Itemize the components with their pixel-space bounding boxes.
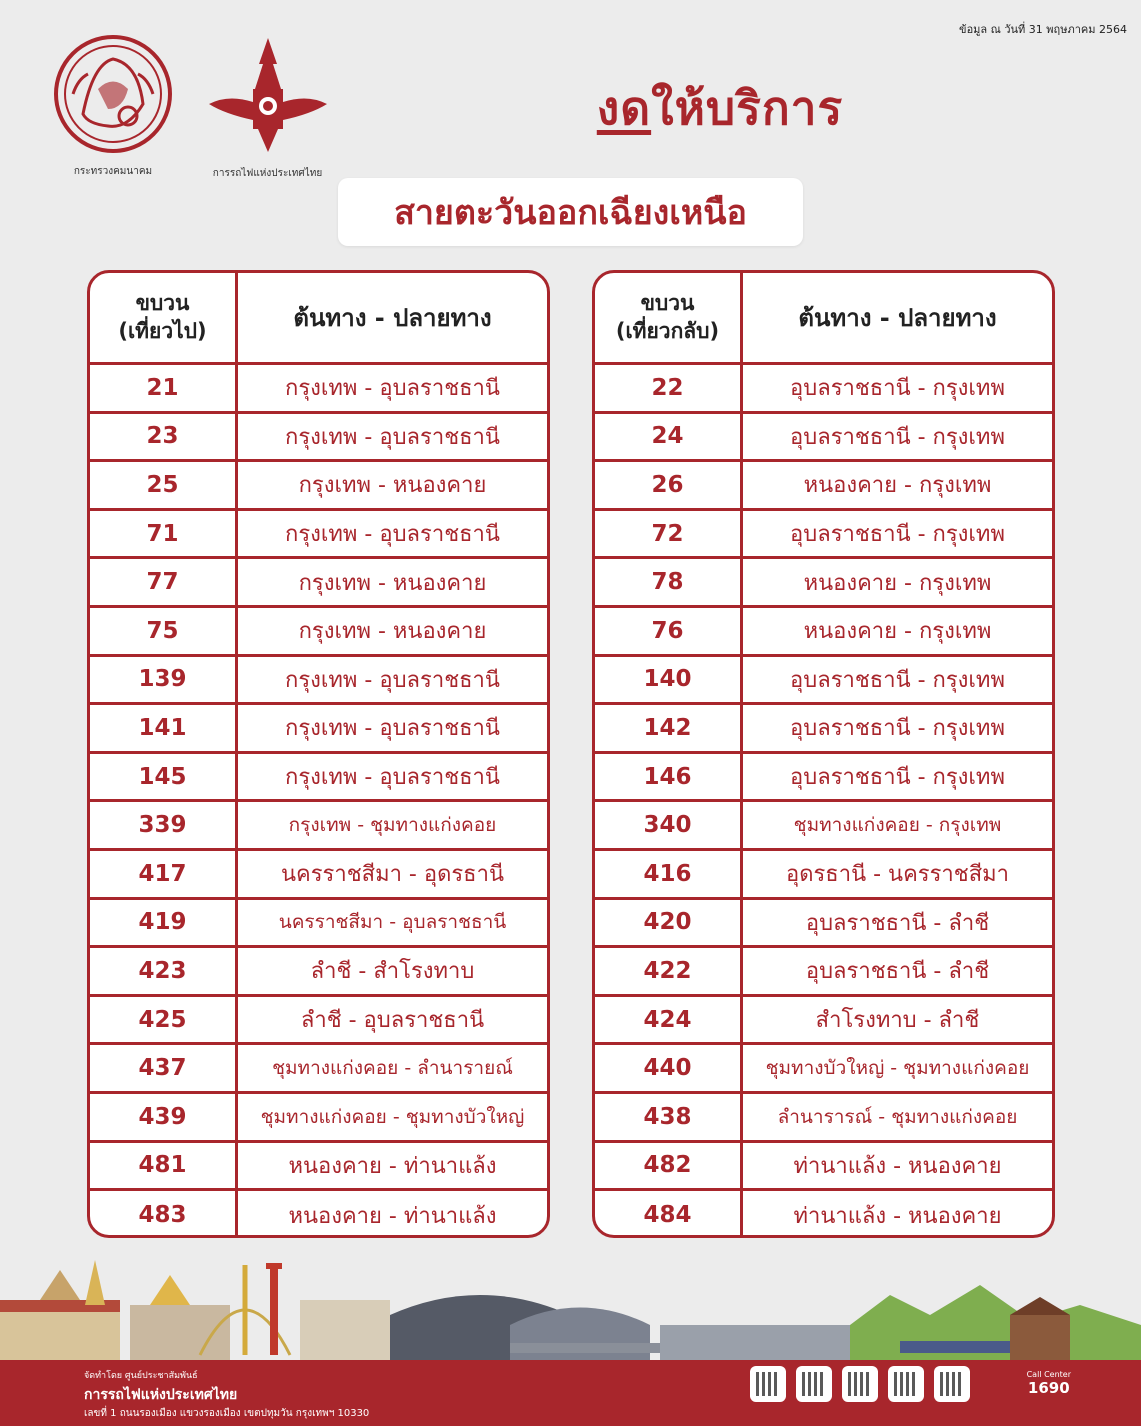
table-row <box>595 365 1052 414</box>
table-row <box>90 559 547 608</box>
return-table <box>592 270 1055 1238</box>
return-col-train <box>595 273 743 362</box>
call-center <box>1027 1370 1071 1397</box>
srt-logo <box>195 34 340 181</box>
table-row <box>90 365 547 414</box>
table-row <box>595 802 1052 851</box>
train-number: 21 <box>90 365 238 411</box>
table-row <box>90 802 547 851</box>
city-skyline-illustration <box>0 1255 1141 1360</box>
route-name: กรุงเทพ - หนองคาย <box>298 570 487 596</box>
train-number: 437 <box>90 1045 238 1091</box>
route-name: นครราชสีมา - อุดรธานี <box>280 862 505 888</box>
route-name: หนองคาย - ท่านาแล้ง <box>288 1203 497 1229</box>
route-name: อุบลราชธานี - กรุงเทพ <box>790 522 1005 548</box>
table-row <box>90 997 547 1046</box>
outbound-col-route: ต้นทาง - ปลายทาง <box>293 304 492 332</box>
route-name: ลำชี - สำโรงทาบ <box>310 959 475 985</box>
train-number: 78 <box>595 559 743 605</box>
table-row <box>595 1191 1052 1238</box>
route-name: กรุงเทพ - อุบลราชธานี <box>285 667 500 693</box>
route-name: อุบลราชธานี - ลำชี <box>805 959 990 985</box>
table-row <box>90 414 547 463</box>
youtube-qr-icon[interactable] <box>888 1366 924 1402</box>
date-note: ข้อมูล ณ วันที่ 31 พฤษภาคม 2564 <box>959 23 1127 36</box>
train-number: 483 <box>90 1191 238 1238</box>
table-row <box>595 414 1052 463</box>
route-name: กรุงเทพ - อุบลราชธานี <box>285 424 500 450</box>
train-number: 26 <box>595 462 743 508</box>
train-number: 77 <box>90 559 238 605</box>
table-row <box>595 851 1052 900</box>
train-number: 23 <box>90 414 238 460</box>
ministry-caption: กระทรวงคมนาคม <box>73 166 153 177</box>
table-row <box>595 657 1052 706</box>
route-name: ชุมทางบัวใหญ่ - ชุมทางแก่งคอย <box>765 1057 1030 1080</box>
train-number: 71 <box>90 511 238 557</box>
train-number: 141 <box>90 705 238 751</box>
table-row <box>595 1045 1052 1094</box>
return-col-train-l2: (เที่ยวกลับ) <box>615 318 720 343</box>
footer <box>0 1360 1141 1426</box>
train-tracking-qr-icon[interactable] <box>796 1366 832 1402</box>
call-center-label: Call Center <box>1026 1370 1071 1379</box>
train-number: 440 <box>595 1045 743 1091</box>
route-name: นครราชสีมา - อุบลราชธานี <box>278 911 507 934</box>
footer-organizer: จัดทำโดย ศูนย์ประชาสัมพันธ์ <box>84 1371 198 1381</box>
route-name: ลำนารารณ์ - ชุมทางแก่งคอย <box>777 1105 1018 1128</box>
train-number: 420 <box>595 900 743 946</box>
call-center-number: 1690 <box>1027 1379 1070 1397</box>
route-name: อุบลราชธานี - กรุงเทพ <box>790 667 1005 693</box>
route-name: กรุงเทพ - ชุมทางแก่งคอย <box>288 814 497 837</box>
outbound-col-train <box>90 273 238 362</box>
line-qr-icon[interactable] <box>934 1366 970 1402</box>
train-number: 482 <box>595 1143 743 1189</box>
table-row <box>90 705 547 754</box>
table-row <box>595 1143 1052 1192</box>
table-row <box>90 1143 547 1192</box>
route-name: หนองคาย - ท่านาแล้ง <box>288 1153 497 1179</box>
title-rest: ให้บริการ <box>651 81 844 135</box>
ministry-seal-icon <box>53 34 173 154</box>
srt-emblem-icon <box>203 34 333 156</box>
return-col-route: ต้นทาง - ปลายทาง <box>798 304 997 332</box>
app-qr-icon[interactable] <box>750 1366 786 1402</box>
train-number: 425 <box>90 997 238 1043</box>
table-row <box>90 900 547 949</box>
table-row <box>595 462 1052 511</box>
route-name: กรุงเทพ - หนองคาย <box>298 619 487 645</box>
route-name: อุดรธานี - นครราชสีมา <box>785 862 1010 888</box>
route-name: อุบลราชธานี - ลำชี <box>805 910 990 936</box>
table-row <box>90 1191 547 1238</box>
table-row <box>90 754 547 803</box>
srt-caption: การรถไฟแห่งประเทศไทย <box>212 168 323 179</box>
train-number: 25 <box>90 462 238 508</box>
train-number: 484 <box>595 1191 743 1238</box>
table-row <box>595 1094 1052 1143</box>
route-name: ท่านาแล้ง - หนองคาย <box>793 1153 1002 1179</box>
train-number: 140 <box>595 657 743 703</box>
table-row <box>595 608 1052 657</box>
outbound-table-body <box>90 365 547 1238</box>
table-row <box>595 948 1052 997</box>
train-number: 423 <box>90 948 238 994</box>
route-name: กรุงเทพ - อุบลราชธานี <box>285 376 500 402</box>
route-name: อุบลราชธานี - กรุงเทพ <box>790 376 1005 402</box>
table-row <box>90 1045 547 1094</box>
route-name: ชุมทางแก่งคอย - ลำนารายณ์ <box>272 1057 513 1080</box>
train-number: 142 <box>595 705 743 751</box>
table-row <box>90 657 547 706</box>
route-name: ชุมทางแก่งคอย - ชุมทางบัวใหญ่ <box>260 1105 525 1128</box>
return-table-body <box>595 365 1052 1238</box>
table-row <box>595 997 1052 1046</box>
route-name: กรุงเทพ - อุบลราชธานี <box>285 716 500 742</box>
route-name: หนองคาย - กรุงเทพ <box>803 473 992 499</box>
return-table-header <box>595 273 1052 365</box>
route-name: กรุงเทพ - อุบลราชธานี <box>285 765 500 791</box>
train-number: 145 <box>90 754 238 800</box>
train-number: 76 <box>595 608 743 654</box>
table-row <box>595 559 1052 608</box>
facebook-qr-icon[interactable] <box>842 1366 878 1402</box>
route-name: หนองคาย - กรุงเทพ <box>803 619 992 645</box>
route-name: อุบลราชธานี - กรุงเทพ <box>790 424 1005 450</box>
route-name: อุบลราชธานี - กรุงเทพ <box>790 716 1005 742</box>
route-name: ท่านาแล้ง - หนองคาย <box>793 1203 1002 1229</box>
route-name: ลำชี - อุบลราชธานี <box>300 1008 485 1034</box>
train-number: 139 <box>90 657 238 703</box>
route-line-label: สายตะวันออกเฉียงเหนือ <box>338 178 803 246</box>
train-number: 424 <box>595 997 743 1043</box>
table-row <box>595 511 1052 560</box>
train-number: 72 <box>595 511 743 557</box>
table-row <box>595 900 1052 949</box>
route-name: ชุมทางแก่งคอย - กรุงเทพ <box>793 814 1002 837</box>
table-row <box>90 1094 547 1143</box>
train-number: 339 <box>90 802 238 848</box>
table-row <box>90 511 547 560</box>
route-name: กรุงเทพ - หนองคาย <box>298 473 487 499</box>
table-row <box>90 462 547 511</box>
ministry-logo <box>48 34 178 179</box>
train-number: 22 <box>595 365 743 411</box>
title-underlined: งด <box>596 81 652 135</box>
footer-org-name: การรถไฟแห่งประเทศไทย <box>84 1387 238 1403</box>
train-number: 416 <box>595 851 743 897</box>
train-number: 75 <box>90 608 238 654</box>
table-row <box>90 851 547 900</box>
table-row <box>90 948 547 997</box>
route-name: สำโรงทาบ - ลำชี <box>815 1008 980 1034</box>
train-number: 438 <box>595 1094 743 1140</box>
table-row <box>595 705 1052 754</box>
train-number: 340 <box>595 802 743 848</box>
train-number: 417 <box>90 851 238 897</box>
train-number: 24 <box>595 414 743 460</box>
table-row <box>595 754 1052 803</box>
route-name: หนองคาย - กรุงเทพ <box>803 570 992 596</box>
return-col-train-l1: ขบวน <box>640 291 695 316</box>
train-number: 146 <box>595 754 743 800</box>
train-number: 419 <box>90 900 238 946</box>
train-number: 422 <box>595 948 743 994</box>
outbound-col-train-l2: (เที่ยวไป) <box>118 318 207 343</box>
qr-code-row <box>750 1366 970 1402</box>
route-name: กรุงเทพ - อุบลราชธานี <box>285 522 500 548</box>
train-number: 481 <box>90 1143 238 1189</box>
outbound-table-header <box>90 273 547 365</box>
route-name: อุบลราชธานี - กรุงเทพ <box>790 765 1005 791</box>
train-number: 439 <box>90 1094 238 1140</box>
outbound-col-train-l1: ขบวน <box>135 291 190 316</box>
footer-address: เลขที่ 1 ถนนรองเมือง แขวงรองเมือง เขตปทุมวัน กรุงเทพฯ 10330 <box>84 1408 370 1419</box>
outbound-table <box>87 270 550 1238</box>
table-row <box>90 608 547 657</box>
page-title <box>540 72 900 145</box>
